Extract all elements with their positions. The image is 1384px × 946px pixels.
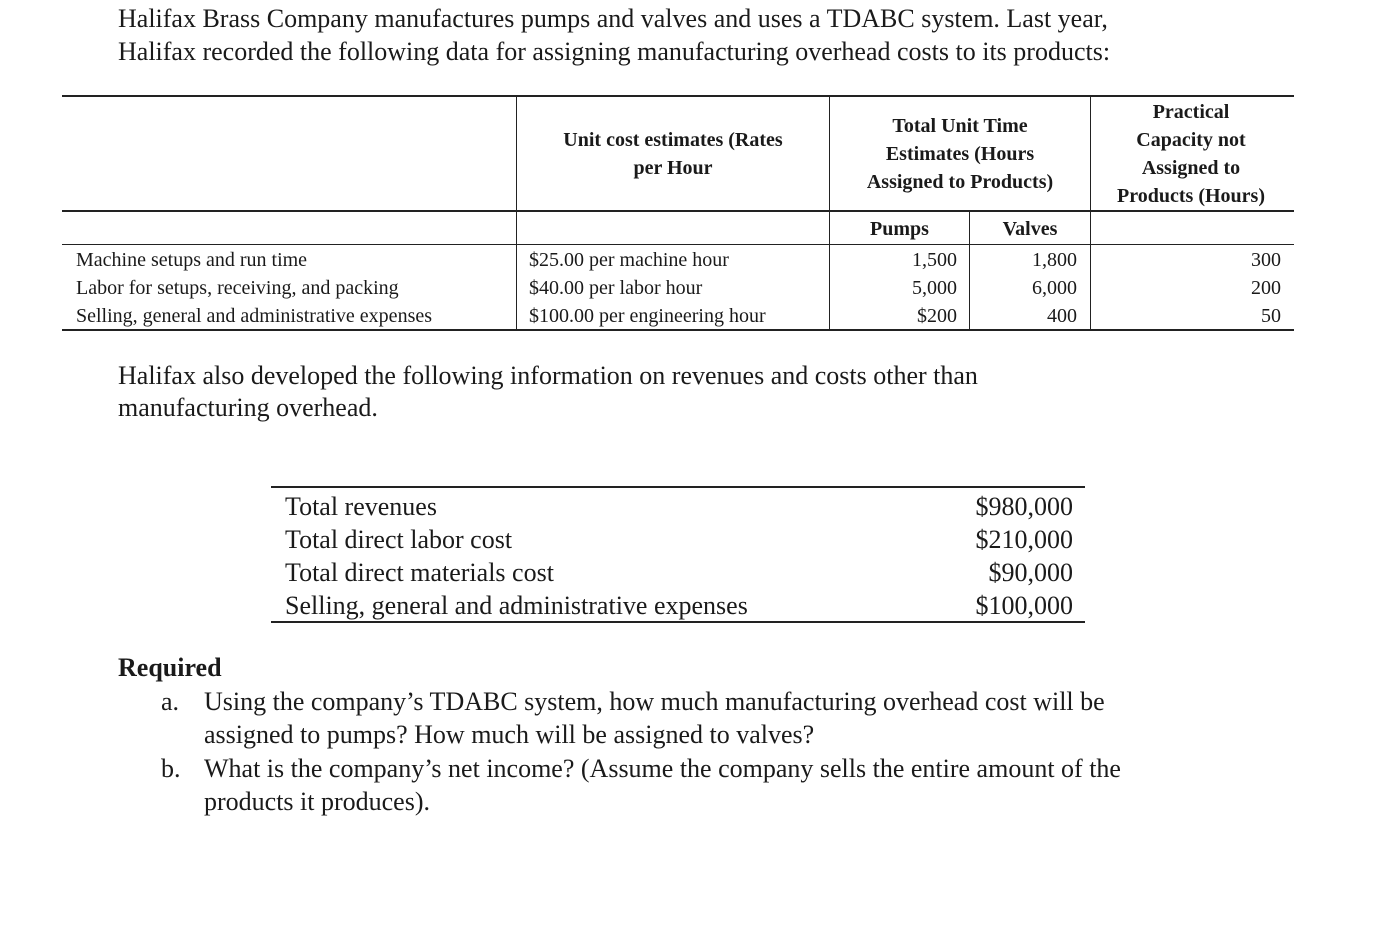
row-3-valves: 400 [1047,305,1077,327]
row-3-pumps: $200 [917,305,957,327]
row-1-valves: 1,800 [1032,249,1077,271]
row-2-rate: $40.00 per labor hour [529,277,703,299]
row-3-rate: $100.00 per engineering hour [529,305,766,327]
required-heading: Required [118,653,222,682]
required-item-b: What is the company’s net income? (Assume the company sells the entire amount of the products it produces). [204,754,1121,816]
revenue-label-3: Total direct materials cost [285,558,554,587]
revenue-value-3: $90,000 [988,558,1073,587]
required-item-a-letter: a. [161,687,180,716]
subheader-bottom-rule [62,244,1294,245]
required-item-a: Using the company’s TDABC system, how much manufacturing overhead cost will be assigned to pumps? How much will be assigned to valves? [204,687,1105,749]
middle-line-1: Halifax also developed the following information on revenues and costs other than [118,361,978,390]
revenue-table-top-rule [271,486,1085,488]
row-2-pumps: 5,000 [912,277,957,299]
revenue-value-2: $210,000 [975,525,1073,554]
revenue-label-1: Total revenues [285,492,437,521]
header-bottom-rule [62,210,1294,212]
revenue-value-1: $980,000 [975,492,1073,521]
revenue-value-4: $100,000 [975,591,1073,620]
row-1-rate: $25.00 per machine hour [529,249,729,271]
intro-paragraph [118,2,1318,68]
row-1-activity: Machine setups and run time [76,249,308,271]
row-1-capacity: 300 [1251,249,1281,271]
header-practical-capacity: Practical Capacity not Assigned to Products (Hours) [1117,101,1265,207]
row-3-activity: Selling, general and administrative expenses [76,305,433,327]
table-top-rule [62,95,1294,97]
subheader-pumps: Pumps [870,218,929,240]
required-item-b-letter: b. [161,754,181,783]
row-2-activity: Labor for setups, receiving, and packing [76,277,399,299]
middle-paragraph [118,360,978,424]
middle-line-2: manufacturing overhead. [118,393,378,422]
row-1-pumps: 1,500 [912,249,957,271]
subheader-valves: Valves [1002,218,1058,240]
row-2-capacity: 200 [1251,277,1281,299]
revenue-label-4: Selling, general and administrative expenses [285,591,748,620]
row-2-valves: 6,000 [1032,277,1077,299]
header-rates: Unit cost estimates (Rates per Hour [563,129,783,179]
intro-line-2: Halifax recorded the following data for assigning manufacturing overhead costs to its products: [118,37,1111,66]
header-unit-time: Total Unit Time Estimates (Hours Assigned to Products) [866,115,1054,193]
intro-line-1: Halifax Brass Company manufactures pumps and valves and uses a TDABC system. Last year, [118,4,1108,33]
row-3-capacity: 50 [1261,305,1281,327]
revenue-label-2: Total direct labor cost [285,525,513,554]
